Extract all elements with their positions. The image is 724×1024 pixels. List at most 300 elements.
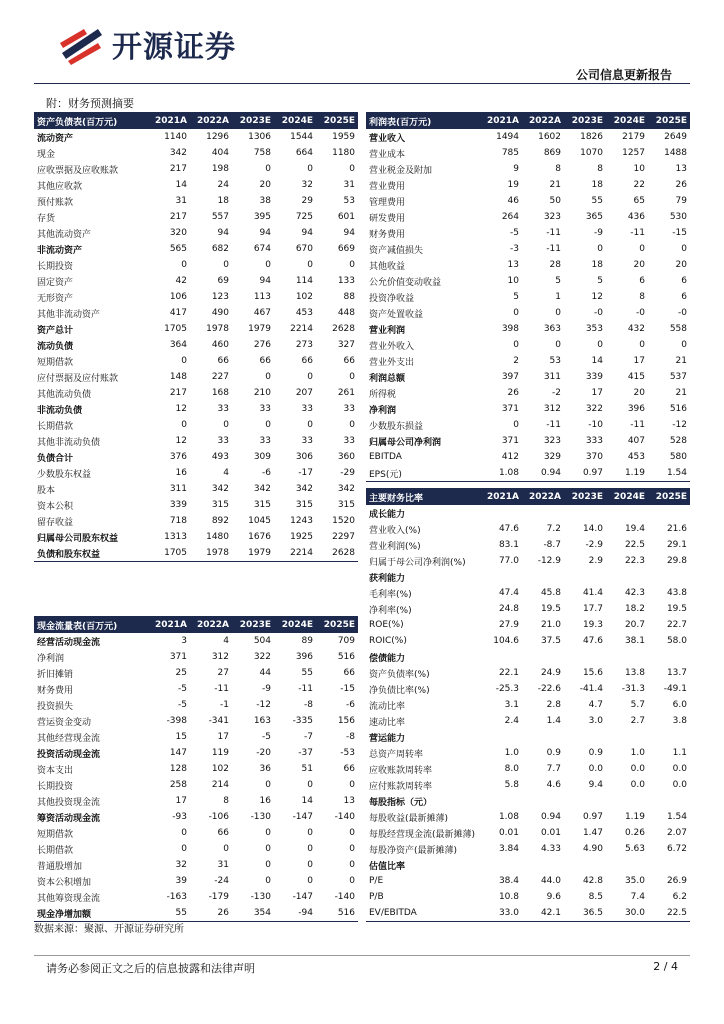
table-row	[366, 857, 690, 873]
table-row	[34, 649, 358, 665]
table-header-row	[34, 113, 358, 130]
cell-value: 725	[295, 212, 313, 222]
cell-value: 0	[639, 340, 645, 350]
cell-value: 33.0	[480, 905, 522, 922]
cell-value: 718	[169, 516, 187, 526]
cell-value: 1243	[290, 516, 313, 526]
cell-value: 322	[585, 404, 603, 414]
cell-value: 264	[501, 212, 519, 222]
cell-value: 0.01	[540, 828, 561, 838]
cell-value: 27	[217, 668, 229, 678]
cell-value: 1.19	[606, 465, 648, 482]
cell-value	[606, 729, 648, 745]
cell-value: 0.0	[630, 764, 645, 774]
table-row	[34, 257, 358, 273]
cell-value: 15.6	[582, 668, 603, 678]
cell-value: 22.1	[498, 668, 519, 678]
cell-value: -11	[546, 244, 561, 254]
cell-value: -341	[208, 716, 229, 726]
cell-value: 353	[585, 324, 603, 334]
table-row	[34, 873, 358, 889]
data-source: 数据来源：聚源、开源证券研究所	[34, 924, 184, 935]
table-row	[34, 529, 358, 545]
cell-value: 214	[211, 780, 229, 790]
cell-value	[522, 793, 564, 809]
cell-value: -335	[292, 716, 313, 726]
row-label: 应收票据及应收账款	[37, 165, 119, 176]
cell-value: 0	[307, 164, 313, 174]
cell-value: 0.0	[630, 780, 645, 790]
cell-value: 2628	[316, 545, 358, 562]
row-label: 速动比率	[369, 717, 406, 728]
cell-value: 33	[259, 436, 271, 446]
table-row	[34, 841, 358, 857]
table-row	[34, 401, 358, 417]
cell-value: 0	[181, 420, 187, 430]
cell-value: 29	[301, 196, 313, 206]
table-row	[34, 545, 358, 562]
row-label: 流动比率	[369, 701, 406, 712]
cell-value: 1480	[206, 532, 229, 542]
cell-value: 77.0	[498, 556, 519, 566]
row-label: 获利能力	[369, 573, 406, 584]
cell-value: 0	[307, 876, 313, 886]
table-row	[366, 777, 690, 793]
table-row	[366, 873, 690, 889]
cell-value: 892	[211, 516, 229, 526]
cell-value: 20	[633, 388, 645, 398]
cell-value	[648, 649, 690, 665]
row-label: EV/EBITDA	[366, 905, 480, 922]
cell-value: 528	[669, 436, 687, 446]
table-row	[366, 209, 690, 225]
cell-value: 30.0	[606, 905, 648, 922]
cell-value: 3.8	[672, 716, 687, 726]
table-row	[366, 537, 690, 553]
cell-value: -0	[678, 308, 687, 318]
table-row	[366, 905, 690, 922]
year-header: 2021A	[148, 113, 190, 130]
cell-value: 0	[349, 860, 355, 870]
cell-value: -10	[588, 420, 603, 430]
cell-value: 147	[169, 748, 187, 758]
cell-value: 17.7	[582, 604, 603, 614]
cell-value: 0	[349, 420, 355, 430]
cell-value: 1306	[248, 132, 271, 142]
cell-value: 18.2	[624, 604, 645, 614]
row-label: 长期投资	[37, 261, 74, 272]
table-row	[34, 481, 358, 497]
cell-value: 1257	[622, 148, 645, 158]
cell-value: 38.1	[624, 636, 645, 646]
cell-value: 516	[316, 905, 358, 922]
cell-value: 14	[591, 356, 603, 366]
cell-value: -147	[292, 812, 313, 822]
cell-value: 18	[591, 260, 603, 270]
row-label: 营业收入(%)	[369, 525, 421, 536]
cell-value: 8	[639, 292, 645, 302]
cell-value: 0	[265, 164, 271, 174]
cell-value: 0.0	[672, 780, 687, 790]
cell-value	[648, 729, 690, 745]
cell-value: 55	[591, 196, 603, 206]
cell-value: 0	[307, 780, 313, 790]
cell-value	[564, 569, 606, 585]
year-header: 2022A	[522, 113, 564, 130]
table-header-row	[366, 113, 690, 130]
cell-value	[480, 729, 522, 745]
table-row	[366, 385, 690, 401]
cell-value: 448	[337, 308, 355, 318]
cell-value: 342	[337, 484, 355, 494]
footer-divider	[34, 955, 690, 956]
cell-value: -0	[636, 308, 645, 318]
table-row	[34, 809, 358, 825]
cell-value: 315	[253, 500, 271, 510]
cell-value: 19.4	[624, 524, 645, 534]
table-row	[366, 177, 690, 193]
row-label: 净利润	[37, 653, 65, 664]
cell-value: 1.4	[546, 716, 561, 726]
cell-value: 47.6	[498, 524, 519, 534]
cell-value: 207	[295, 388, 313, 398]
cell-value: 12	[591, 292, 603, 302]
cell-value: 1544	[290, 132, 313, 142]
row-label: 归属母公司净利润	[369, 437, 442, 448]
cell-value: 1.08	[498, 812, 519, 822]
cell-value: 33	[217, 404, 229, 414]
year-header: 2022A	[522, 489, 564, 506]
cell-value: 1.47	[582, 828, 603, 838]
row-label: 无形资产	[37, 293, 74, 304]
table-title: 现金流量表(百万元)	[34, 617, 148, 634]
cell-value: 26	[675, 180, 687, 190]
cell-value: -15	[672, 228, 687, 238]
table-row	[34, 449, 358, 465]
cell-value: 516	[337, 652, 355, 662]
row-label: 非流动资产	[37, 245, 83, 256]
table-row	[34, 177, 358, 193]
cell-value: 322	[253, 652, 271, 662]
table-row	[34, 889, 358, 905]
cell-value: 13	[343, 796, 355, 806]
cell-value	[606, 569, 648, 585]
cell-value: -17	[298, 468, 313, 478]
cell-value: 504	[253, 636, 271, 646]
cell-value: -12	[256, 700, 271, 710]
row-label: 所得税	[369, 389, 397, 400]
cell-value: 17	[217, 732, 229, 742]
row-label: ROE(%)	[369, 620, 404, 630]
table-row	[34, 633, 358, 649]
table-row	[366, 585, 690, 601]
cell-value: 320	[169, 228, 187, 238]
cell-value: 1.1	[672, 748, 687, 758]
page-header	[0, 0, 724, 86]
cell-value: 21	[549, 180, 561, 190]
row-label: 成长能力	[369, 509, 406, 520]
cell-value: 2.4	[504, 716, 519, 726]
cell-value: 0	[181, 844, 187, 854]
cell-value: 342	[253, 484, 271, 494]
row-label: 营业利润(%)	[369, 541, 421, 552]
cell-value: 7.4	[630, 892, 645, 902]
cell-value: 1488	[664, 148, 687, 158]
row-label: 其他筹资现金流	[37, 893, 101, 904]
table-row	[34, 825, 358, 841]
cell-value	[480, 505, 522, 521]
cell-value: 0.94	[522, 465, 564, 482]
row-label: 财务费用	[37, 685, 74, 696]
cell-value: -49.1	[663, 684, 687, 694]
cell-value: 407	[627, 436, 645, 446]
row-label: 资本公积增加	[37, 877, 92, 888]
cell-value: 0	[181, 260, 187, 270]
cell-value	[564, 505, 606, 521]
row-label: 营运资金变动	[37, 717, 92, 728]
cell-value: -22.6	[537, 684, 561, 694]
row-label: 营业税金及附加	[369, 165, 433, 176]
cell-value	[564, 729, 606, 745]
table-row	[366, 601, 690, 617]
cell-value: 123	[211, 292, 229, 302]
cell-value: 35.0	[624, 876, 645, 886]
cell-value: -8	[346, 732, 355, 742]
table-row	[366, 889, 690, 905]
cell-value: 88	[343, 292, 355, 302]
table-row	[366, 449, 690, 465]
table-row	[366, 337, 690, 353]
row-label: 其他应收款	[37, 181, 83, 192]
row-label: 固定资产	[37, 277, 74, 288]
cell-value	[648, 793, 690, 809]
table-row	[34, 713, 358, 729]
year-header: 2025E	[316, 113, 358, 130]
cell-value: 490	[211, 308, 229, 318]
cell-value: 94	[259, 276, 271, 286]
row-label: 资本支出	[37, 765, 74, 776]
cell-value: 0.94	[540, 812, 561, 822]
cell-value: 565	[169, 244, 187, 254]
cell-value: 50	[549, 196, 561, 206]
cell-value: 4.7	[588, 700, 603, 710]
cell-value: 168	[211, 388, 229, 398]
cell-value: 0.9	[588, 748, 603, 758]
cell-value: 22.5	[624, 540, 645, 550]
cell-value: 12	[175, 436, 187, 446]
cell-value: 33	[343, 436, 355, 446]
table-row	[34, 433, 358, 449]
cell-value: 365	[585, 212, 603, 222]
table-row	[366, 745, 690, 761]
cell-value: 9	[513, 164, 519, 174]
cell-value: -2.9	[585, 540, 603, 550]
row-label: 资产处置收益	[369, 309, 424, 320]
cell-value: 0.26	[624, 828, 645, 838]
cell-value: 6.2	[672, 892, 687, 902]
cell-value: 36.5	[564, 905, 606, 922]
cell-value	[480, 569, 522, 585]
row-label: 流动负债	[37, 341, 74, 352]
cell-value: 19.3	[582, 620, 603, 630]
balance-sheet-table	[34, 112, 358, 562]
cell-value: 53	[343, 196, 355, 206]
cell-value: 16	[175, 468, 187, 478]
cell-value: 323	[543, 212, 561, 222]
cell-value: 758	[253, 148, 271, 158]
cell-value: 2.7	[630, 716, 645, 726]
row-label: 营运能力	[369, 733, 406, 744]
cell-value: 371	[501, 436, 519, 446]
table-row	[34, 513, 358, 529]
cell-value: 0	[349, 844, 355, 854]
cell-value: 2.8	[546, 700, 561, 710]
cell-value: 217	[169, 388, 187, 398]
cell-value: 342	[211, 484, 229, 494]
cell-value: -94	[274, 905, 316, 922]
cell-value: 6	[681, 292, 687, 302]
row-label: 其他流动资产	[37, 229, 92, 240]
brand-logo	[58, 22, 236, 66]
cell-value: 5.63	[624, 844, 645, 854]
cell-value: 6.72	[666, 844, 687, 854]
cell-value: 9.4	[588, 780, 603, 790]
cell-value: 1140	[164, 132, 187, 142]
table-row	[366, 417, 690, 433]
cell-value: 31	[175, 196, 187, 206]
cell-value	[648, 569, 690, 585]
cell-value: -5	[262, 732, 271, 742]
table-row	[366, 825, 690, 841]
cell-value: 0	[265, 780, 271, 790]
row-label: 存货	[37, 213, 56, 224]
cell-value: -5	[510, 228, 519, 238]
table-row	[366, 553, 690, 569]
table-row	[34, 273, 358, 289]
cell-value: 674	[253, 244, 271, 254]
cell-value: 39	[175, 876, 187, 886]
table-row	[366, 633, 690, 649]
year-header: 2021A	[480, 113, 522, 130]
table-row	[366, 665, 690, 681]
cell-value: 1	[555, 292, 561, 302]
row-label: 营业利润	[369, 325, 406, 336]
cell-value: -2	[552, 388, 561, 398]
cell-value: -179	[208, 892, 229, 902]
cell-value: 55	[301, 668, 313, 678]
cell-value: 0	[349, 164, 355, 174]
year-header: 2024E	[274, 113, 316, 130]
cell-value: 0	[223, 420, 229, 430]
row-label: 营业外收入	[369, 341, 415, 352]
cell-value: 21.6	[666, 524, 687, 534]
cell-value: 453	[627, 452, 645, 462]
table-row	[34, 729, 358, 745]
cell-value: -15	[340, 684, 355, 694]
table-row	[366, 241, 690, 257]
row-label: 其他流动负债	[37, 389, 92, 400]
cell-value: -147	[292, 892, 313, 902]
table-row	[34, 497, 358, 513]
cell-value: 10.8	[498, 892, 519, 902]
table-row	[366, 193, 690, 209]
cell-value: -11	[214, 684, 229, 694]
cell-value: -11	[630, 228, 645, 238]
table-row	[34, 145, 358, 161]
cell-value: -93	[172, 812, 187, 822]
year-header: 2025E	[648, 113, 690, 130]
cell-value: 333	[585, 436, 603, 446]
cell-value: 0	[639, 244, 645, 254]
cell-value: 398	[501, 324, 519, 334]
row-label: 营业成本	[369, 149, 406, 160]
cell-value: 19	[507, 180, 519, 190]
row-label: 经营活动现金流	[37, 637, 101, 648]
cell-value: -163	[166, 892, 187, 902]
cell-value: 21	[675, 388, 687, 398]
cell-value: 311	[169, 484, 187, 494]
cell-value: 38	[259, 196, 271, 206]
table-header-row	[34, 617, 358, 634]
cell-value: 66	[217, 828, 229, 838]
cell-value: 6.0	[672, 700, 687, 710]
table-row	[366, 161, 690, 177]
cell-value: 37.5	[540, 636, 561, 646]
cell-value: 306	[295, 452, 313, 462]
cell-value: 363	[543, 324, 561, 334]
cell-value: 20.7	[624, 620, 645, 630]
cell-value: -20	[256, 748, 271, 758]
row-label: 资产总计	[37, 325, 74, 336]
cell-value: 33	[343, 404, 355, 414]
cell-value: 22.3	[624, 556, 645, 566]
cell-value: 2.9	[588, 556, 603, 566]
row-label: 归属于母公司净利润(%)	[369, 557, 466, 568]
cell-value: 371	[169, 652, 187, 662]
cell-value: 66	[217, 356, 229, 366]
cell-value: -130	[250, 892, 271, 902]
cell-value: 3	[181, 636, 187, 646]
row-label: 现金	[37, 149, 56, 160]
disclaimer: 请务必参阅正文之后的信息披露和法律声明	[46, 962, 255, 975]
cell-value: 217	[169, 164, 187, 174]
cell-value: 217	[169, 212, 187, 222]
cell-value: 0	[597, 244, 603, 254]
cell-value: 45.8	[540, 588, 561, 598]
cell-value: 467	[253, 308, 271, 318]
table-row	[366, 617, 690, 633]
cell-value: 7.2	[546, 524, 561, 534]
cell-value: 460	[211, 340, 229, 350]
cell-value: 69	[217, 276, 229, 286]
table-row	[34, 337, 358, 353]
row-label: 估值比率	[369, 861, 406, 872]
cell-value: 18	[591, 180, 603, 190]
cell-value: 0	[307, 372, 313, 382]
row-label: 短期借款	[37, 829, 74, 840]
cell-value: -11	[630, 420, 645, 430]
row-label: 公允价值变动收益	[369, 277, 442, 288]
cell-value: 38.4	[498, 876, 519, 886]
cell-value: 210	[253, 388, 271, 398]
cell-value: 1313	[164, 532, 187, 542]
cell-value: 29.8	[666, 556, 687, 566]
table-row	[34, 665, 358, 681]
table-row	[34, 209, 358, 225]
cell-value: 104.6	[493, 636, 519, 646]
cell-value: 371	[501, 404, 519, 414]
row-label: 其他非流动负债	[37, 437, 101, 448]
